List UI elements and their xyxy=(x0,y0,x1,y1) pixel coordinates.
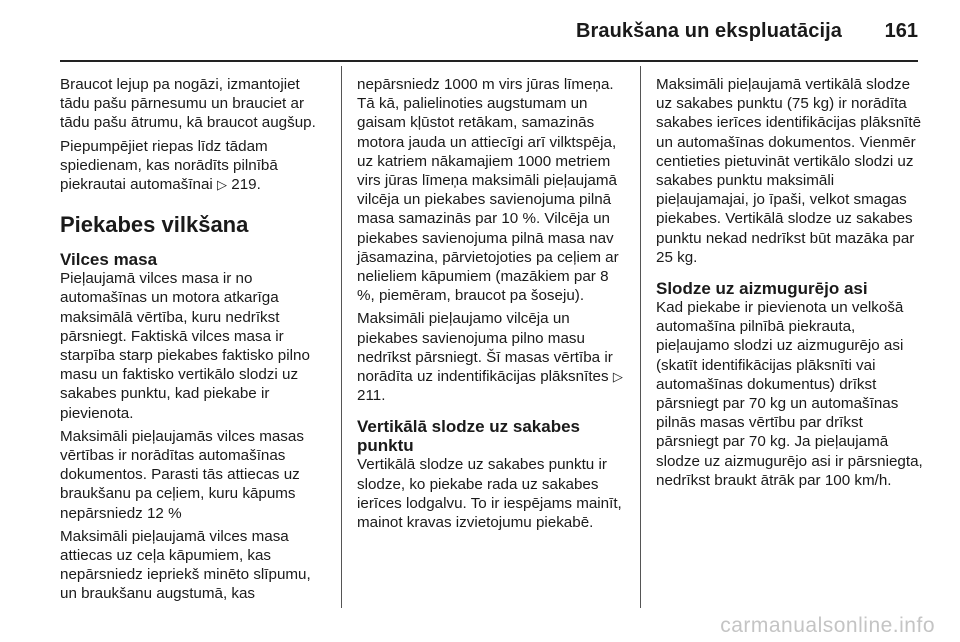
arrow-right-icon: ▷ xyxy=(217,177,228,193)
paragraph: Kad piekabe ir pievienota un velkošā automašīna pilnībā piekrauta, pieļaujamo slodzi uz aizmugurējo asi (skatīt identifikācijas plāksnīti vai automašīnas dokumentus) drīkst pārsniegt par 70 kg un automašīnas pilnās masas vērtību par drīkst pārsniegt par 70 kg. Ja pieļaujamā slodze uz aizmugurējo asi ir pārsniegta, nedrīkst braukt ātrāk par 100 km/h. xyxy=(656,299,923,489)
paragraph xyxy=(60,137,328,195)
page-reference[interactable]: 219. xyxy=(231,176,261,194)
paragraph: Maksimāli pieļaujamā vilces masa attiecas uz ceļa kāpumiem, kas nepārsniedz iepriekš minēto slīpumu, un braukšanu augstumā, kas xyxy=(60,527,311,603)
paragraph-text: Maksimāli pieļaujamo vilcēja un piekabes savienojuma pilno masu nedrīkst pārsniegt. Šī masas vērtība ir norādīta uz indentifikācijas plāksnītes xyxy=(357,310,613,386)
page-number: 161 xyxy=(884,20,918,42)
paragraph: Vertikālā slodze uz sakabes punktu ir slodze, ko piekabe rada uz sakabes ierīces lodgalvu. To ir iespējams mainīt, mainot kravas izvietojumu piekabē. xyxy=(357,456,622,532)
paragraph: Maksimāli pieļaujamās vilces masas vērtības ir norādītas automašīnas dokumentos. Parasti tās attiecas uz braukšanu pa ceļiem, kuru kāpums nepārsniedz 12 % xyxy=(60,427,304,522)
section-title: Braukšana un ekspluatācija xyxy=(575,20,842,42)
column-divider xyxy=(341,66,342,608)
paragraph: nepārsniedz 1000 m virs jūras līmeņa. Tā kā, palielinoties augstumam un gaisam kļūstot retākam, samazinās motora jauda un attiecīgi arī vilktspēja, uz katriem nākamajiem 1000 metriem virs jūras līmeņa maksimāli pieļaujamā vilcēja un piekabes savienojuma pilnā masa samazinās par 10 %. Vilcēja un piekabes savienojuma pilnā masa nav jāsamazina, pārvietojoties pa ceļiem ar nelieliem kāpumiem (mazākiem par 8 %, piemēram, braucot pa šoseju). xyxy=(357,76,619,305)
subsection-heading: Slodze uz aizmugurējo asi xyxy=(656,279,868,299)
watermark: carmanualsonline.info xyxy=(720,614,935,637)
page-header xyxy=(0,0,960,60)
section-heading: Piekabes vilkšana xyxy=(60,212,249,238)
paragraph xyxy=(357,309,627,405)
column-1 xyxy=(60,75,328,608)
paragraph: Pieļaujamā vilces masa ir no automašīnas un motora atkarīga maksimālā vērtība, kuru nedrīkst pārsniegt. Faktiskā vilces masa ir starpība starp piekabes faktisko pilno masu un faktisko vertikālo slodzi uz sakabes punktu, kad piekabe ir pievienota. xyxy=(60,270,310,422)
arrow-right-icon: ▷ xyxy=(612,369,623,385)
paragraph: Braucot lejup pa nogāzi, izmantojiet tādu pašu pārnesumu un brauciet ar tādu pašu ātrumu, kā braucot augšup. xyxy=(60,76,316,132)
subsection-heading: Vilces masa xyxy=(60,250,158,270)
paragraph: Maksimāli pieļaujamā vertikālā slodze uz sakabes punktu (75 kg) ir norādīta sakabes ierīces identifikācijas plāksnītē un automašīnas dokumentos. Vienmēr centieties pietuvināt vertikālo slodzi uz sakabes punktu maksimāli pieļaujamajai, jo īpaši, velkot smagas piekabes. Vertikālā slodze uz sakabes punktu nekad nedrīkst būt mazāka par 25 kg. xyxy=(656,76,922,266)
column-divider xyxy=(640,66,641,608)
column-2 xyxy=(357,75,627,536)
page-reference[interactable]: 211. xyxy=(357,387,386,405)
column-3 xyxy=(656,75,926,494)
header-rule xyxy=(60,60,918,62)
paragraph-text: Piepumpējiet riepas līdz tādam spiedienam, kas norādīts pilnībā piekrautai automašīnai xyxy=(60,137,278,194)
subsection-heading: Vertikālā slodze uz sakabes punktu xyxy=(357,417,581,456)
